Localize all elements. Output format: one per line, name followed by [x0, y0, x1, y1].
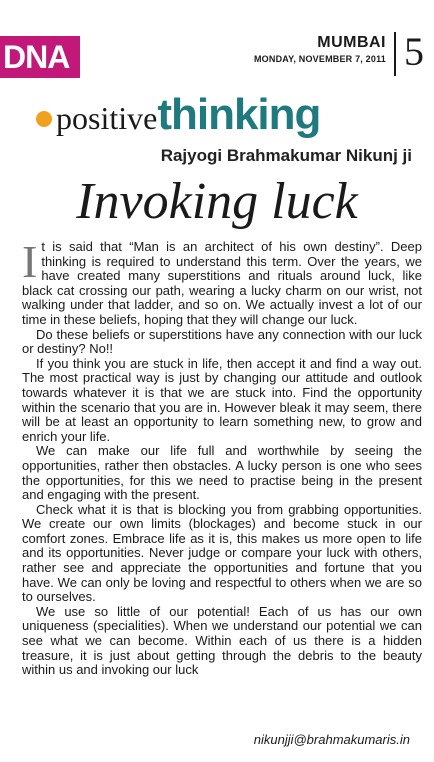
- article-paragraph: [22, 236, 422, 328]
- drop-cap: I: [22, 236, 38, 287]
- author-email: nikunjji@brahmakumaris.in: [253, 732, 410, 747]
- article-paragraph: We can make our life full and worthwhile by seeing the opportunities, rather then obstacles. A lucky person is one who sees the opportunities, for this we need to practise being in the present and engaging with the present.: [22, 443, 422, 503]
- city-date-block: [254, 28, 394, 66]
- column-title-positive: positive: [56, 100, 158, 136]
- issue-date: MONDAY, NOVEMBER 7, 2011: [253, 54, 386, 64]
- author-byline: Rajyogi Brahmakumar Nikunj ji: [160, 146, 412, 165]
- page-number: 5: [404, 29, 424, 74]
- article-paragraph: If you think you are stuck in life, then accept it and find a way out. The most practical way is just by changing our attitude and outlook towards whatever it is that we are stuck into. Find the opportunity within the scenario that you are in. However bleak it may seem, there will be at least an opportunity to learn something new, to grow and enrich your life.: [22, 355, 422, 444]
- edition-city: MUMBAI: [317, 34, 386, 51]
- article-headline: Invoking luck: [76, 173, 358, 230]
- column-title: [36, 90, 320, 140]
- newspaper-logo: DNA: [0, 36, 80, 78]
- article-paragraph: Do these beliefs or superstitions have any connection with our luck or destiny? No!!: [22, 326, 422, 357]
- orange-dot-icon: [36, 111, 52, 127]
- article-paragraph: Check what it is that is blocking you from grabbing opportunities. We create our own limits (blockages) and become stuck in our comfort zones. Embrace life as it is, this makes us more open to life and its opportunities. Never judge or compare your luck with others, rather see and appreciate the opportunities and fortune that you have. We can only be loving and respectful to others when we are so to ourselves.: [22, 501, 422, 605]
- article-paragraph: We use so little of our potential! Each of us has our own uniqueness (specialities). When we understand our potential we can see what we can become. Within each of us there is a hidden treasure, it is just about getting through the debris to the beauty within us and invoking our luck: [22, 603, 422, 678]
- article-body: [22, 236, 422, 678]
- column-title-thinking: thinking: [157, 90, 321, 139]
- paragraph-text: t is said that “Man is an architect of his own destiny”. Deep thinking is required to understand this term. Over the years, we have created many superstitions and rituals around luck, like black cat crossing our path, wearing a lucky charm on our wrist, not walking under that ladder, and so on. We actually invest a lot of our time in these beliefs, hoping that they will change our luck.: [22, 239, 422, 327]
- masthead: [254, 28, 424, 80]
